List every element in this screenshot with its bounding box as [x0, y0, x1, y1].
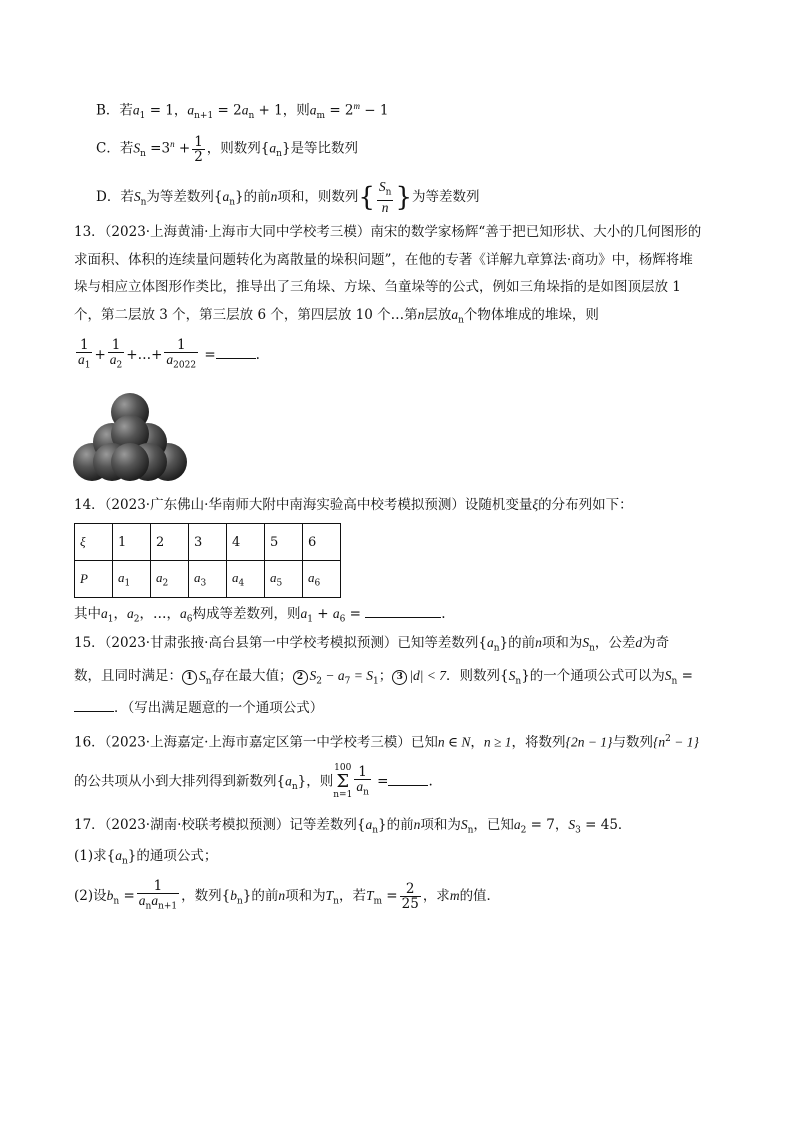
q15-line-2: 数，且同时满足： 1 $S_n$存在最大值； 2 $S_2 - a_7 = S_1$； 3 |d| < 7．则数列$\{S_n\}$的一个通项公式可以为$S_n$ =	[74, 668, 693, 687]
q12-option-d: D．若$S_n$为等差数列$\{a_n\}$的前n项和，则数列{ $\frac{S_n}{n}$ }为等差数列	[96, 179, 480, 215]
answer-blank[interactable]	[388, 771, 428, 786]
table-cell: 1	[113, 524, 151, 561]
sphere-pile-image	[72, 392, 188, 482]
table-cell: $a_1$	[113, 561, 151, 598]
table-cell: $a_5$	[265, 561, 303, 598]
table-row	[75, 524, 341, 561]
q13-line-1: 13．（2023·上海黄浦·上海市大同中学校考三模）南宋的数学家杨辉“善于把已知形状、大小的几何图形的	[74, 224, 702, 240]
q17-part-2: (2)设$b_n$ = $\frac{1}{a_na_{n+1}}$ ，数列$\{b_n\}$的前n项和为$T_n$，若$T_m$ = $\frac{2}{25}$ ，求m的值．	[74, 878, 501, 912]
table-cell: 4	[227, 524, 265, 561]
answer-blank[interactable]	[74, 697, 114, 712]
q17-line-1: 17．（2023·湖南·校联考模拟预测）记等差数列$\{a_n\}$的前n项和为$S_n$，已知$a_2 = 7$，$S_3 = 45$．	[74, 817, 632, 836]
table-cell: $a_3$	[189, 561, 227, 598]
q17-part-1: (1)求$\{a_n\}$的通项公式；	[74, 848, 218, 867]
table-cell: $a_4$	[227, 561, 265, 598]
q13-formula: $\frac{1}{a_1}$ + $\frac{1}{a_2}$ +…+ $\frac{1}{a_{2022}}$ = .	[78, 337, 260, 371]
q12-option-b: B．若$a_1 = 1$，$a_{n+1} = 2a_n + 1$，则$a_m = 2^m - 1$	[96, 101, 389, 122]
fraction: $\frac{1}{a_1}$	[78, 337, 91, 371]
q16-line-1: 16．（2023·上海嘉定·上海市嘉定区第一中学校考三模）已知n ∈ N，n ≥ 1，将数列{2n − 1}与数列$\{n^2 - 1\}$	[74, 734, 699, 751]
q14-line-1: 14．（2023·广东佛山·华南师大附中南海实验高中校考模拟预测）设随机变量ξ的分布列如下：	[74, 497, 633, 513]
q12-option-c: C．若$S_n =3^n$ + $\frac{1}{2}$ ，则数列$\{a_n\}$是等比数列	[96, 133, 359, 165]
table-cell: P	[75, 561, 113, 598]
answer-blank[interactable]	[365, 603, 441, 618]
q15-line-1: 15．（2023·甘肃张掖·高台县第一中学校考模拟预测）已知等差数列$\{a_n\}$的前n项和为$S_n$，公差d为奇	[74, 635, 670, 654]
fraction: $\frac{2}{25}$	[401, 881, 419, 912]
table-cell: 5	[265, 524, 303, 561]
table-cell: $a_6$	[303, 561, 341, 598]
distribution-table	[74, 523, 341, 598]
table-cell: 2	[151, 524, 189, 561]
answer-blank[interactable]	[216, 344, 256, 359]
fraction: $\frac{1}{a_{2022}}$	[166, 337, 197, 371]
q13-line-3: 垛与相应立体图形作类比，推导出了三角垛、方垛、刍童垛等的公式，例如三角垛指的是如图顶层放 1	[74, 279, 681, 295]
sphere	[111, 443, 149, 481]
table-cell: 3	[189, 524, 227, 561]
table-row	[75, 561, 341, 598]
table-cell: 6	[303, 524, 341, 561]
fraction: $\frac{S_n}{n}$	[378, 179, 392, 215]
fraction: $\frac{1}{a_na_{n+1}}$	[138, 878, 178, 912]
q13-line-2: 求面积、体积的连续量问题转化为离散量的垛积问题”，在他的专著《详解九章算法·商功》中，杨辉将堆	[74, 252, 693, 268]
q16-line-2: 的公共项从小到大排列得到新数列$\{a_n\}$，则 100 Σ n=1 $\frac{1}{a_n}$ = .	[74, 763, 433, 800]
circled-number-1: 1	[182, 670, 197, 685]
summation: 100 Σ n=1	[333, 763, 353, 800]
fraction: $\frac{1}{a_2}$	[109, 337, 123, 371]
circled-number-3: 3	[392, 670, 407, 685]
q15-line-3: ．（写出满足题意的一个通项公式）	[74, 697, 734, 718]
table-cell: $a_2$	[151, 561, 189, 598]
table-cell: ξ	[75, 524, 113, 561]
q14-line-2: 其中$a_1$，$a_2$，…，$a_6$构成等差数列，则$a_1 + a_6$ = .	[74, 603, 734, 630]
circled-number-2: 2	[293, 670, 308, 685]
fraction: $\frac{1}{a_n}$	[356, 763, 369, 798]
fraction: $\frac{1}{2}$	[194, 133, 203, 165]
q13-line-4: 个，第二层放 3 个，第三层放 6 个，第四层放 10 个…第n层放$a_n$个物体堆成的堆垛，则	[74, 307, 599, 326]
